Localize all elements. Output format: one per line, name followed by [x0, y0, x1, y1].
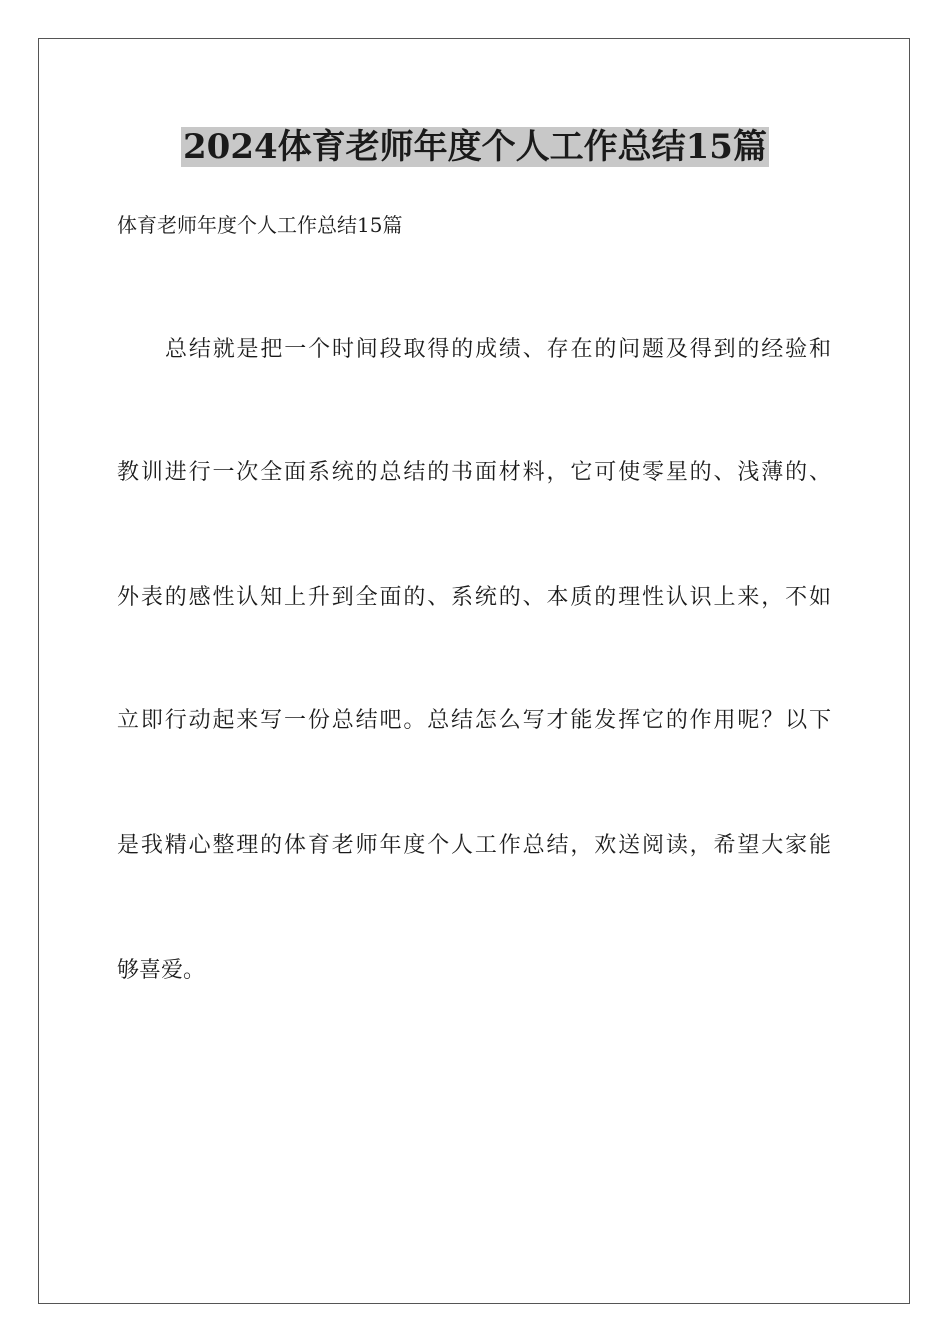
- paragraph-line: 外表的感性认知上升到全面的、系统的、本质的理性认识上来，不如: [117, 585, 831, 610]
- paragraph-line: 总结就是把一个时间段取得的成绩、存在的问题及得到的经验和: [165, 337, 831, 362]
- paragraph-line: 立即行动起来写一份总结吧。总结怎么写才能发挥它的作用呢？以下: [117, 708, 831, 733]
- paragraph-line: 是我精心整理的体育老师年度个人工作总结，欢送阅读，希望大家能: [117, 833, 831, 858]
- document-title-text: 2024体育老师年度个人工作总结15篇: [183, 127, 767, 167]
- document-subtitle: 体育老师年度个人工作总结15篇: [117, 213, 403, 237]
- document-title: [0, 125, 950, 169]
- paragraph-line: 教训进行一次全面系统的总结的书面材料，它可使零星的、浅薄的、: [117, 460, 831, 485]
- paragraph-line: 够喜爱。: [117, 958, 206, 983]
